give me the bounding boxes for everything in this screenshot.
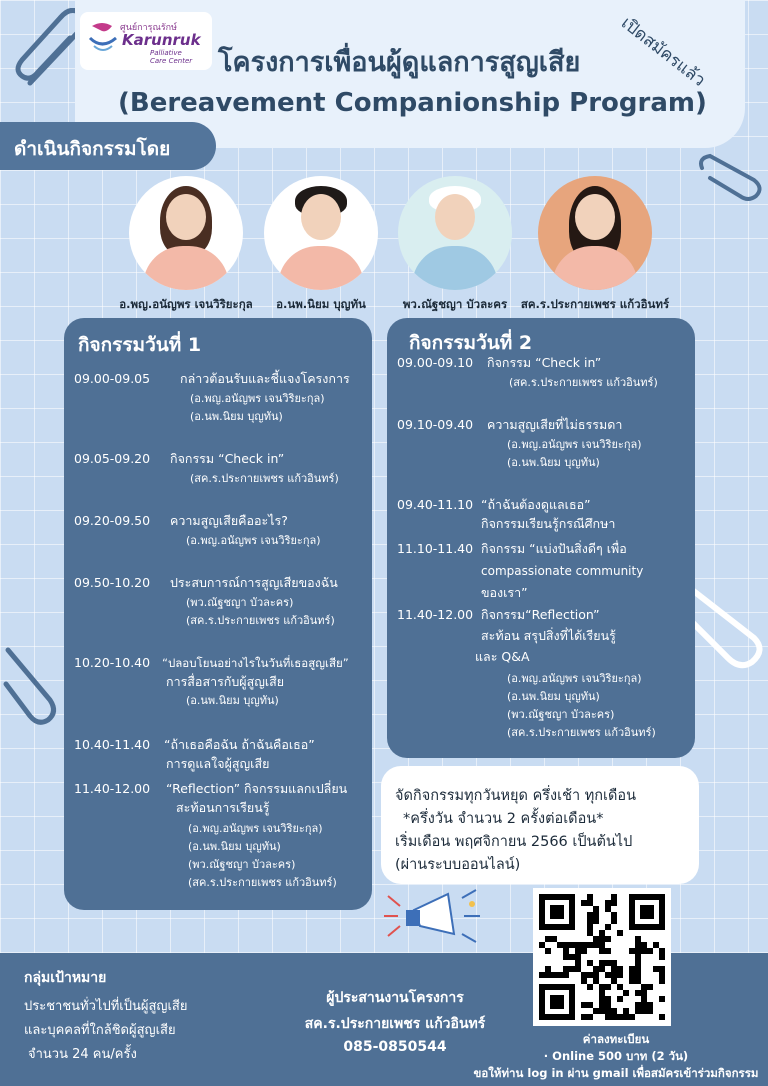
schedule-activity: “Reflection” กิจกรรมแลกเปลี่ยน (166, 781, 348, 796)
karunruk-logo (80, 12, 212, 70)
facilitators-section-label (0, 122, 216, 170)
paperclip-icon (0, 640, 64, 730)
schedule-speaker: (อ.นพ.นิยม บุญทัน) (507, 690, 600, 703)
schedule-time: 09.00-09.10 (397, 355, 474, 370)
logo-thai-text: ศูนย์การุณรักษ์ (120, 23, 178, 33)
schedule-activity: “ถ้าฉันต้องดูแลเธอ” (481, 497, 591, 512)
schedule-speaker: (อ.นพ.นิยม บุญทัน) (186, 694, 279, 707)
schedule-speaker: (อ.พญ.อนัญพร เจนวิริยะกุล) (190, 392, 325, 405)
schedule-speaker: (สค.ร.ประกายเพชร แก้วอินทร์) (186, 614, 335, 627)
logo-hands-icon (88, 20, 118, 56)
target-group-line: จำนวน 24 คน/ครั้ง (28, 1047, 137, 1062)
qr-code-pattern (539, 894, 665, 1020)
schedule-activity: “ถ้าเธอคือฉัน ถ้าฉันคือเธอ” (164, 737, 315, 752)
registration-open-stamp: เปิดสมัครแล้ว (617, 13, 709, 91)
schedule-activity: ความสูญเสียคืออะไร? (170, 513, 288, 528)
schedule-activity: ความสูญเสียที่ไม่ธรรมดา (487, 417, 623, 432)
schedule-time: 09.00-09.05 (74, 371, 151, 386)
schedule-speaker: (อ.นพ.นิยม บุญทัน) (190, 410, 283, 423)
schedule-activity: กิจกรรม“Reflection” (481, 607, 600, 622)
schedule-time: 09.20-09.50 (74, 513, 151, 528)
schedule-speaker: (สค.ร.ประกายเพชร แก้วอินทร์) (507, 726, 656, 739)
schedule-time: 09.40-11.10 (397, 497, 474, 512)
schedule-activity: กิจกรรมเรียนรู้กรณีศึกษา (481, 516, 616, 531)
day1-title: กิจกรรมวันที่ 1 (78, 334, 202, 356)
coordinator-phone[interactable]: 085-0850544 (343, 1039, 447, 1055)
schedule-activity: กล่าวต้อนรับและชี้แจงโครงการ (180, 371, 350, 386)
schedule-speaker: (อ.พญ.อนัญพร เจนวิริยะกุล) (186, 534, 321, 547)
schedule-activity: ประสบการณ์การสูญเสียของฉัน (170, 575, 338, 590)
schedule-speaker: (อ.พญ.อนัญพร เจนวิริยะกุล) (507, 672, 642, 685)
paperclip-icon (696, 150, 766, 210)
schedule-activity: กิจกรรม “Check in” (487, 355, 602, 370)
schedule-time: 09.10-09.40 (397, 417, 474, 432)
fee-detail: · Online 500 บาท (2 วัน) (543, 1049, 689, 1063)
schedule-activity: กิจกรรม “Check in” (170, 451, 285, 466)
section-label-text: ดำเนินกิจกรรมโดย (14, 138, 171, 160)
schedule-activity: สะท้อนการเรียนรู้ (176, 800, 270, 815)
facilitator-name: อ.พญ.อนัญพร เจนวิริยะกุล (119, 297, 253, 311)
schedule-speaker: (พว.ณัฐชญา บัวละคร) (507, 708, 615, 721)
schedule-time: 10.40-11.40 (74, 737, 151, 752)
registration-fee-block (466, 1031, 766, 1082)
schedule-speaker: (พว.ณัฐชญา บัวละคร) (188, 858, 296, 871)
schedule-speaker: (สค.ร.ประกายเพชร แก้วอินทร์) (190, 472, 339, 485)
facilitator-name: สค.ร.ประกายเพชร แก้วอินทร์ (520, 297, 670, 311)
schedule-activity: กิจกรรม “แบ่งปันสิ่งดีๆ เพื่อ (481, 541, 627, 556)
fee-title: ค่าลงทะเบียน (582, 1032, 650, 1046)
target-group-line: และบุคคลที่ใกล้ชิดผู้สูญเสีย (24, 1023, 176, 1038)
schedule-speaker: (สค.ร.ประกายเพชร แก้วอินทร์) (509, 376, 658, 389)
facilitator-photo (129, 176, 243, 290)
schedule-activity: การสื่อสารกับผู้สูญเสีย (166, 674, 285, 689)
schedule-speaker: (สค.ร.ประกายเพชร แก้วอินทร์) (188, 876, 337, 889)
schedule-time: 11.40-12.00 (397, 607, 474, 622)
note-line: เริ่มเดือน พฤศจิกายน 2566 เป็นต้นไป (395, 834, 633, 850)
schedule-speaker: (พว.ณัฐชญา บัวละคร) (186, 596, 294, 609)
schedule-activity: และ Q&A (475, 649, 530, 664)
schedule-note-card (381, 766, 699, 884)
schedule-activity: การดูแลใจผู้สูญเสีย (166, 756, 270, 771)
program-title-thai: โครงการเพื่อนผู้ดูแลการสูญเสีย (218, 47, 581, 78)
schedule-time: 11.10-11.40 (397, 541, 474, 556)
schedule-speaker: (อ.นพ.นิยม บุญทัน) (507, 456, 600, 469)
schedule-time: 10.20-10.40 (74, 655, 151, 670)
registration-qr-code[interactable] (533, 888, 671, 1026)
coordinator-name: สค.ร.ประกายเพชร แก้วอินทร์ (304, 1016, 486, 1032)
schedule-speaker: (อ.พญ.อนัญพร เจนวิริยะกุล) (507, 438, 642, 451)
schedule-speaker: (อ.พญ.อนัญพร เจนวิริยะกุล) (188, 822, 323, 835)
logo-sub-text: Palliative Care Center (150, 49, 193, 65)
facilitator-name: พว.ณัฐชญา บัวละคร (402, 297, 508, 311)
schedule-speaker: (อ.นพ.นิยม บุญทัน) (188, 840, 281, 853)
facilitator-name: อ.นพ.นิยม บุญทัน (276, 297, 366, 311)
facilitator-photo (538, 176, 652, 290)
facilitator-photo (264, 176, 378, 290)
schedule-activity: “ปลอบโยนอย่างไรในวันที่เธอสูญเสีย” (162, 656, 349, 670)
schedule-time: 11.40-12.00 (74, 781, 151, 796)
facilitator-photo (398, 176, 512, 290)
note-line: จัดกิจกรรมทุกวันหยุด ครึ่งเช้า ทุกเดือน (395, 788, 637, 804)
coordinator-title: ผู้ประสานงานโครงการ (326, 990, 464, 1006)
login-note: ขอให้ท่าน log in ผ่าน gmail เพื่อสมัครเข้าร่วมกิจกรรม (473, 1066, 759, 1080)
note-line: *ครึ่งวัน จำนวน 2 ครั้งต่อเดือน* (403, 811, 604, 827)
logo-brand-text: Karunruk (122, 31, 201, 49)
megaphone-icon (380, 884, 490, 954)
schedule-activity: สะท้อน สรุปสิ่งที่ได้เรียนรู้ (481, 628, 616, 643)
target-group-title: กลุ่มเป้าหมาย (24, 970, 107, 986)
schedule-time: 09.05-09.20 (74, 451, 151, 466)
day2-schedule-panel (387, 318, 695, 758)
note-line: (ผ่านระบบออนไลน์) (395, 857, 521, 873)
facilitator-card (510, 176, 680, 314)
day2-title: กิจกรรมวันที่ 2 (409, 332, 533, 354)
program-title-english: (Bereavement Companionship Program) (118, 88, 707, 118)
schedule-activity: compassionate community (481, 564, 644, 578)
target-group-line: ประชาชนทั่วไปที่เป็นผู้สูญเสีย (24, 999, 188, 1014)
schedule-time: 09.50-10.20 (74, 575, 151, 590)
schedule-activity: ของเรา” (481, 585, 528, 600)
day1-schedule-panel (64, 318, 372, 910)
